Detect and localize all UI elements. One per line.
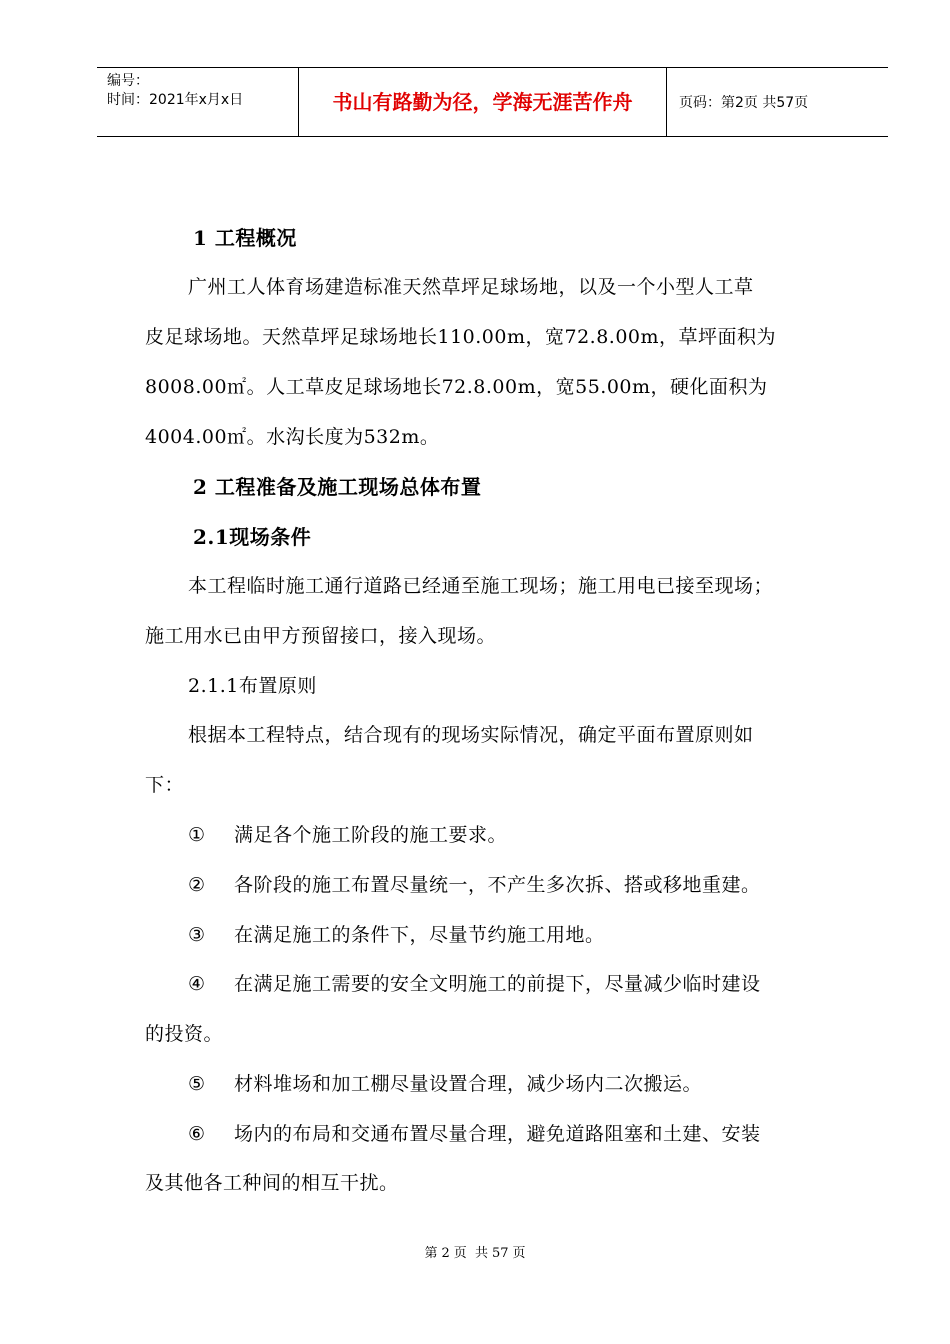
list-item xyxy=(188,1070,702,1098)
header-motto-cell xyxy=(299,68,667,136)
list-item-text: 材料堆场和加工棚尽量设置合理，减少场内二次搬运。 xyxy=(234,1073,703,1095)
list-item-number: ⑤ xyxy=(188,1073,206,1095)
section-heading-1: 1 工程概况 xyxy=(193,226,297,250)
footer-page-unit: 页 xyxy=(453,1246,467,1261)
paragraph-line: 广州工人体育场建造标准天然草坪足球场地，以及一个小型人工草 xyxy=(188,276,754,298)
paragraph-line: 4004.00㎡。水沟长度为532m。 xyxy=(145,426,440,448)
document-number-label: 编号： xyxy=(107,73,149,89)
paragraph-line: 本工程临时施工通行道路已经通至施工现场；施工用电已接至现场； xyxy=(188,575,774,597)
paragraph-line: 8008.00㎡。人工草皮足球场地长72.8.00m，宽55.00m，硬化面积为 xyxy=(145,376,768,398)
paragraph-line: 下： xyxy=(145,774,185,796)
section-heading-2: 2 工程准备及施工现场总体布置 xyxy=(193,475,482,499)
section-heading-2-1: 2.1现场条件 xyxy=(193,525,312,549)
header-motto: 书山有路勤为径，学海无涯苦作舟 xyxy=(332,90,633,114)
footer-total-unit: 页 xyxy=(512,1246,526,1261)
footer-total-number: 57 xyxy=(491,1246,509,1261)
list-item-text: 的投资。 xyxy=(145,1023,224,1045)
list-item-continuation xyxy=(145,1169,399,1197)
document-time-label: 时间：2021年x月x日 xyxy=(107,92,244,108)
list-item-number: ③ xyxy=(188,924,206,946)
list-item xyxy=(188,1120,761,1148)
list-item-text: 满足各个施工阶段的施工要求。 xyxy=(234,824,508,846)
paragraph-line: 皮足球场地。天然草坪足球场地长110.00m，宽72.8.00m，草坪面积为 xyxy=(145,326,777,348)
list-item-number: ④ xyxy=(188,973,206,995)
list-item xyxy=(188,921,605,949)
list-item-text: 场内的布局和交通布置尽量合理，避免道路阻塞和土建、安装 xyxy=(234,1123,761,1145)
list-item-text: 在满足施工需要的安全文明施工的前提下，尽量减少临时建设 xyxy=(234,973,761,995)
list-item xyxy=(188,970,761,998)
page-footer xyxy=(0,1245,950,1263)
list-item xyxy=(188,871,761,899)
list-item-text: 及其他各工种间的相互干扰。 xyxy=(145,1172,399,1194)
footer-page-label: 第 xyxy=(424,1246,438,1261)
list-item xyxy=(188,821,507,849)
list-item-number: ② xyxy=(188,874,206,896)
list-item-number: ① xyxy=(188,824,206,846)
list-item-text: 在满足施工的条件下，尽量节约施工用地。 xyxy=(234,924,605,946)
header-page-cell xyxy=(667,68,888,136)
page-header xyxy=(97,67,888,137)
list-item-text: 各阶段的施工布置尽量统一，不产生多次拆、搭或移地重建。 xyxy=(234,874,761,896)
paragraph-line: 施工用水已由甲方预留接口，接入现场。 xyxy=(145,625,497,647)
footer-page-number: 2 xyxy=(441,1246,450,1261)
list-item-continuation xyxy=(145,1020,223,1048)
header-info-cell xyxy=(97,68,299,136)
header-page-info: 页码：第2页 共57页 xyxy=(679,95,809,111)
subsection-heading-2-1-1: 2.1.1布置原则 xyxy=(188,675,317,697)
list-item-number: ⑥ xyxy=(188,1123,206,1145)
footer-total-label: 共 xyxy=(474,1246,488,1261)
paragraph-line: 根据本工程特点，结合现有的现场实际情况，确定平面布置原则如 xyxy=(188,724,754,746)
